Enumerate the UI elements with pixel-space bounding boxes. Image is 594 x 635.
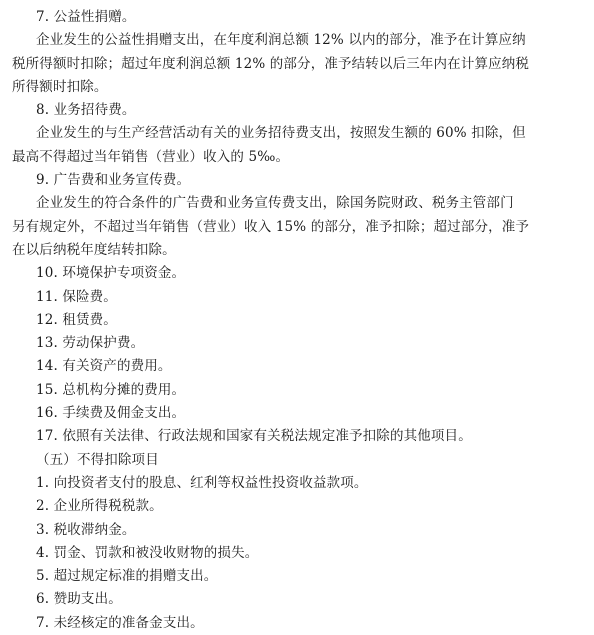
list-item: 6. 赞助支出。 — [36, 591, 122, 608]
paragraph-line: 在以后纳税年度结转扣除。 — [12, 241, 176, 258]
item-heading-advertising: 9. 广告费和业务宣传费。 — [36, 172, 191, 189]
paragraph-line: 企业发生的公益性捐赠支出，在年度利润总额 12% 以内的部分，准予在计算应纳 — [36, 32, 526, 49]
paragraph-line: 另有规定外，不超过当年销售（营业）收入 15% 的部分，准予扣除；超过部分，准予 — [12, 218, 530, 235]
paragraph-line: 企业发生的符合条件的广告费和业务宣传费支出，除国务院财政、税务主管部门 — [36, 195, 514, 212]
list-item: 14. 有关资产的费用。 — [36, 358, 172, 375]
list-item: 10. 环境保护专项资金。 — [36, 265, 186, 282]
list-item: 11. 保险费。 — [36, 288, 117, 305]
paragraph-line: 企业发生的与生产经营活动有关的业务招待费支出，按照发生额的 60% 扣除，但 — [36, 125, 526, 142]
list-item: 7. 未经核定的准备金支出。 — [36, 614, 204, 631]
list-item: 17. 依照有关法律、行政法规和国家有关税法规定准予扣除的其他项目。 — [36, 428, 472, 445]
paragraph-line: 最高不得超过当年销售（营业）收入的 5‰。 — [12, 148, 290, 165]
list-item: 5. 超过规定标准的捐赠支出。 — [36, 568, 218, 585]
list-item: 16. 手续费及佣金支出。 — [36, 405, 186, 422]
paragraph-line: 税所得额时扣除；超过年度利润总额 12% 的部分，准予结转以后三年内在计算应纳税 — [12, 55, 530, 72]
paragraph-line: 所得额时扣除。 — [12, 78, 108, 95]
item-heading-business-entertainment: 8. 业务招待费。 — [36, 102, 136, 119]
list-item: 1. 向投资者支付的股息、红利等权益性投资收益款项。 — [36, 474, 368, 491]
section-heading-non-deductible: （五）不得扣除项目 — [36, 451, 159, 468]
list-item: 2. 企业所得税税款。 — [36, 498, 163, 515]
item-heading-public-welfare-donation: 7. 公益性捐赠。 — [36, 9, 136, 25]
list-item: 3. 税收滞纳金。 — [36, 521, 136, 538]
list-item: 15. 总机构分摊的费用。 — [36, 381, 186, 398]
list-item: 13. 劳动保护费。 — [36, 335, 145, 352]
list-item: 4. 罚金、罚款和被没收财物的损失。 — [36, 544, 259, 561]
list-item: 12. 租赁费。 — [36, 311, 117, 328]
